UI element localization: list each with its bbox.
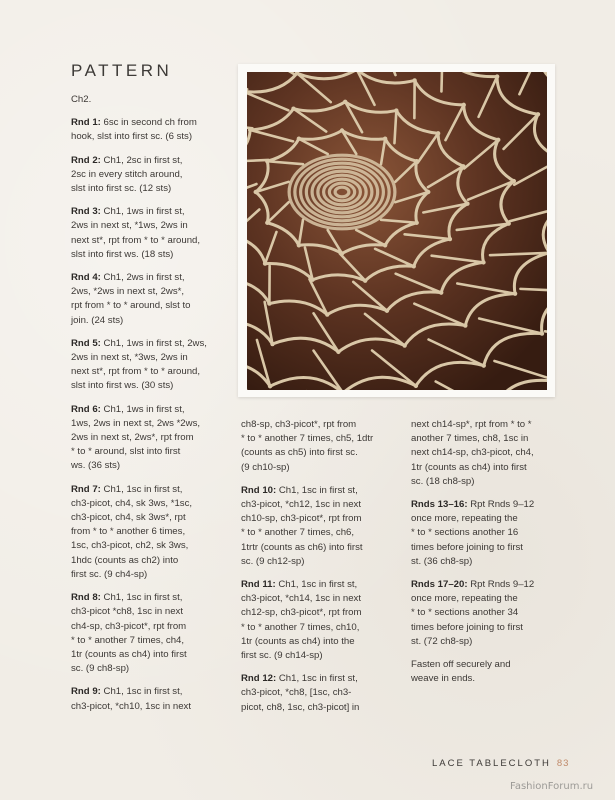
round-text: next ch14-sp*, rpt from * to * another 7 times, ch8, 1sc in next ch14-sp, ch3-picot, ch4, 1tr (counts as ch4) into first sc. (18 ch8-sp) [411,419,534,487]
round-label: Rnd 9: [71,686,101,698]
instruction-paragraph [71,591,236,676]
instruction-paragraph [71,205,236,262]
watermark: FashionForum.ru [510,781,594,792]
instruction-paragraph [411,578,576,649]
instruction-paragraph [411,658,576,686]
round-label: Rnd 7: [71,483,101,495]
round-text: ch8-sp, ch3-picot*, rpt from * to * another 7 times, ch5, 1dtr (counts as ch5) into first sc. (9 ch10-sp) [241,419,374,473]
round-text: Ch1, 1sc in first st, ch3-picot, ch4, sk 3ws, *1sc, ch3-picot, ch4, sk 3ws*, rpt from * to * another 6 times, 1sc, ch3-picot, ch2, sk 3ws, 1hdc (counts as ch2) into first sc. (9 ch4-sp) [71,483,193,580]
page-number: 83 [556,758,570,769]
section-heading: PATTERN [71,61,173,80]
round-label: Rnd 8: [71,592,101,604]
round-label: Rnds 17–20: [411,579,468,591]
round-text: Fasten off securely and weave in ends. [411,659,511,685]
instruction-paragraph [71,116,236,144]
lace-illustration [247,72,547,390]
round-text: Rpt Rnds 9–12 once more, repeating the * to * sections another 34 times before joining to first st. (72 ch8-sp) [411,579,535,647]
round-text: Ch1, 1sc in first st, ch3-picot, *ch8, [1sc, ch3- picot, ch8, 1sc, ch3-picot] in [241,673,360,713]
footer-title: LACE TABLECLOTH [432,758,551,769]
round-label: Rnd 2: [71,154,101,166]
round-text: 6sc in second ch from hook, slst into first sc. (6 sts) [71,117,197,143]
instruction-paragraph [241,418,406,475]
instruction-paragraph [411,418,576,489]
round-label: Rnd 11: [241,579,276,591]
instructions-column-3 [411,418,576,695]
round-label: Rnd 4: [71,272,101,284]
round-text: Ch1, 1ws in first st, 1ws, 2ws in next st, 2ws *2ws, 2ws in next st, 2ws*, rpt from * to * around, slst into first ws. (36 sts) [71,403,201,472]
instruction-paragraph [71,403,236,474]
round-text: Ch1, 1sc in first st, ch3-picot, *ch14, 1sc in next ch12-sp, ch3-picot*, rpt from * to * another 7 times, ch10, 1tr (counts as ch4) into the first sc. (9 ch14-sp) [241,579,362,662]
round-text: Ch1, 2sc in first st, 2sc in every stitch around, slst into first sc. (12 sts) [71,154,183,195]
instruction-paragraph [71,483,236,582]
round-label: Rnd 5: [71,337,101,349]
round-label: Rnd 6: [71,403,101,415]
instructions-column-1 [71,93,236,723]
round-text: Ch2. [71,94,92,105]
instruction-paragraph [71,337,236,394]
instruction-paragraph [71,271,236,328]
round-text: Ch1, 1sc in first st, ch3-picot *ch8, 1sc in next ch4-sp, ch3-picot*, rpt from * to * another 7 times, ch4, 1tr (counts as ch4) into first sc. (9 ch8-sp) [71,592,187,675]
instruction-paragraph [71,685,236,713]
round-label: Rnd 1: [71,117,101,129]
instruction-paragraph [411,498,576,569]
round-text: Ch1, 1sc in first st, ch3-picot, *ch12, 1sc in next ch10-sp, ch3-picot*, rpt from * to * another 7 times, ch6, 1trtr (counts as ch6) into first sc. (9 ch12-sp) [241,484,363,567]
round-text: Rpt Rnds 9–12 once more, repeating the * to * sections another 16 times before joining to first st. (36 ch8-sp) [411,499,535,567]
round-label: Rnd 3: [71,206,101,218]
round-text: Ch1, 1ws in first st, 2ws, 2ws in next st, *3ws, 2ws in next st*, rpt from * to * around, slst into first ws. (30 sts) [71,337,207,392]
round-text: Ch1, 2ws in first st, 2ws, *2ws in next st, 2ws*, rpt from * to * around, slst to join. (24 sts) [71,272,191,326]
crochet-lace-photo [247,72,547,390]
instructions-column-2 [241,418,406,724]
tablecloth-photo-frame [238,64,555,397]
instruction-paragraph [241,484,406,569]
round-label: Rnds 13–16: [411,499,468,511]
instruction-paragraph [71,93,236,107]
round-text: Ch1, 1sc in first st, ch3-picot, *ch10, 1sc in next [71,686,191,712]
instruction-paragraph [71,154,236,197]
round-label: Rnd 12: [241,673,277,685]
page-footer [432,758,569,769]
instruction-paragraph [241,578,406,663]
instruction-paragraph [241,672,406,715]
round-text: Ch1, 1ws in first st, 2ws in next st, *1ws, 2ws in next st*, rpt from * to * around, slst into first ws. (18 sts) [71,206,201,260]
round-label: Rnd 10: [241,484,277,496]
